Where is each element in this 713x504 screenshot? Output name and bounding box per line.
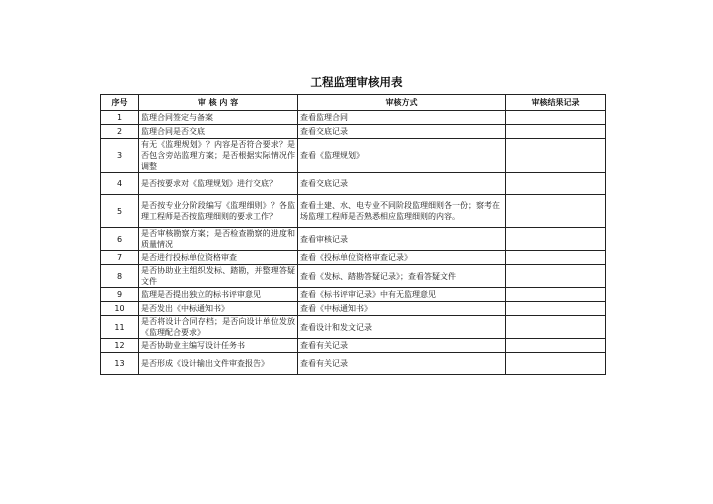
table-row <box>101 125 606 139</box>
page-title: 工程监理审核用表 <box>310 75 403 89</box>
table-row <box>101 111 606 125</box>
table-row <box>101 353 606 375</box>
table-row <box>101 339 606 353</box>
row-method: 查看《投标单位资格审查记录》 <box>298 251 506 265</box>
row-number: 13 <box>101 353 139 375</box>
row-result <box>506 228 606 251</box>
row-method: 查看《监理规划》 <box>298 139 506 173</box>
row-result <box>506 111 606 125</box>
row-result <box>506 195 606 228</box>
table-row <box>101 228 606 251</box>
header-method: 审核方式 <box>298 95 506 111</box>
row-method: 查看《标书评审记录》中有无监理意见 <box>298 288 506 302</box>
row-content: 是否协助业主组织发标、踏勘，并整理答疑文件 <box>139 265 298 288</box>
table-header-row <box>101 95 606 111</box>
table-row <box>101 265 606 288</box>
row-result <box>506 265 606 288</box>
audit-table <box>100 94 606 375</box>
row-result <box>506 125 606 139</box>
row-number: 6 <box>101 228 139 251</box>
row-number: 2 <box>101 125 139 139</box>
row-content: 有无《监理规划》？内容是否符合要求？是否包含旁站监理方案；是否根据实际情况作调整 <box>139 139 298 173</box>
header-content: 审 核 内 容 <box>139 95 298 111</box>
row-number: 5 <box>101 195 139 228</box>
table-row <box>101 173 606 195</box>
header-result: 审核结果记录 <box>506 95 606 111</box>
row-content: 是否形成《设计输出文件审查报告》 <box>139 353 298 375</box>
row-result <box>506 353 606 375</box>
row-content: 是否将设计合同存档；是否向设计单位发放《监理配合要求》 <box>139 316 298 339</box>
row-result <box>506 339 606 353</box>
row-content: 监理合同签定与备案 <box>139 111 298 125</box>
row-number: 7 <box>101 251 139 265</box>
header-no: 序号 <box>101 95 139 111</box>
table-row <box>101 302 606 316</box>
row-number: 4 <box>101 173 139 195</box>
row-result <box>506 302 606 316</box>
row-result <box>506 316 606 339</box>
row-content: 监理是否提出独立的标书评审意见 <box>139 288 298 302</box>
row-method: 查看有关记录 <box>298 339 506 353</box>
row-method: 查看《中标通知书》 <box>298 302 506 316</box>
row-result <box>506 288 606 302</box>
row-method: 查看审核记录 <box>298 228 506 251</box>
row-content: 是否协助业主编写设计任务书 <box>139 339 298 353</box>
row-number: 3 <box>101 139 139 173</box>
row-content: 是否按专业分阶段编写《监理细则》？各监理工程师是否按监理细则的要求工作？ <box>139 195 298 228</box>
row-number: 12 <box>101 339 139 353</box>
row-number: 9 <box>101 288 139 302</box>
table-row <box>101 139 606 173</box>
row-number: 8 <box>101 265 139 288</box>
row-content: 是否进行投标单位资格审查 <box>139 251 298 265</box>
row-content: 是否发出《中标通知书》 <box>139 302 298 316</box>
row-number: 1 <box>101 111 139 125</box>
row-result <box>506 173 606 195</box>
row-method: 查看《发标、踏勘答疑记录》；查看答疑文件 <box>298 265 506 288</box>
row-result <box>506 139 606 173</box>
table-row <box>101 195 606 228</box>
row-method: 查看交底记录 <box>298 125 506 139</box>
row-number: 10 <box>101 302 139 316</box>
row-method: 查看监理合同 <box>298 111 506 125</box>
row-content: 监理合同是否交底 <box>139 125 298 139</box>
row-content: 是否按要求对《监理规划》进行交底？ <box>139 173 298 195</box>
table-row <box>101 316 606 339</box>
row-content: 是否审核勘察方案；是否检查勘察的进度和质量情况 <box>139 228 298 251</box>
row-result <box>506 251 606 265</box>
row-method: 查看土建、水、电专业不同阶段监理细则各一份；察考在场监理工程师是否熟悉相应监理细则的内容。 <box>298 195 506 228</box>
row-number: 11 <box>101 316 139 339</box>
row-method: 查看设计和发文记录 <box>298 316 506 339</box>
row-method: 查看有关记录 <box>298 353 506 375</box>
row-method: 查看交底记录 <box>298 173 506 195</box>
table-row <box>101 288 606 302</box>
table-row <box>101 251 606 265</box>
